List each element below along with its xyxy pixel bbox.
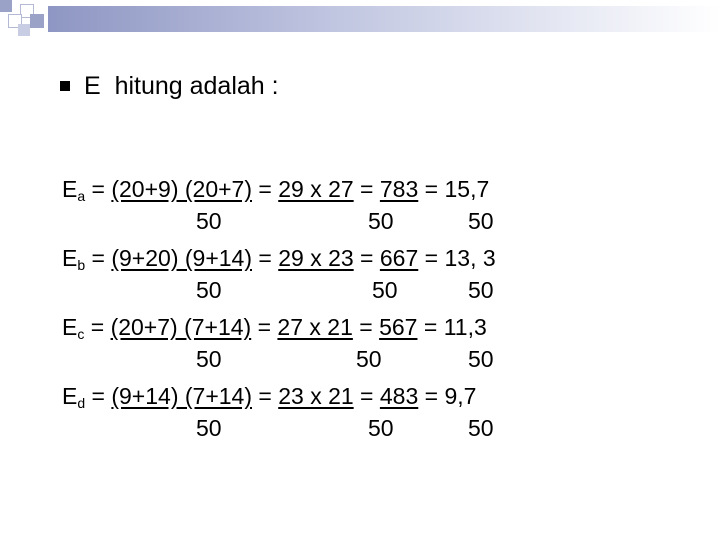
denominator: 50 <box>372 277 398 303</box>
equals-sign: = <box>417 314 444 340</box>
equation-line <box>62 244 496 279</box>
equation-line <box>62 382 476 417</box>
bullet-item <box>60 70 279 102</box>
equation-line <box>62 313 487 348</box>
denominator: 50 <box>368 208 394 234</box>
equals-sign: = <box>418 245 445 271</box>
numerator-1: (9+20) (9+14) <box>111 245 252 271</box>
equals-sign: = <box>353 245 380 271</box>
equals-sign: = <box>251 314 278 340</box>
equals-sign: = <box>85 383 112 409</box>
denominator: 50 <box>196 346 222 372</box>
denominator: 50 <box>356 346 382 372</box>
numerator-2: 23 x 21 <box>278 383 354 409</box>
result-value: 13, 3 <box>444 245 496 271</box>
denominator: 50 <box>196 208 222 234</box>
header-square <box>18 24 30 36</box>
header-square <box>0 0 12 12</box>
numerator-1: (20+9) (20+7) <box>111 176 252 202</box>
eq-symbol: E <box>62 176 78 202</box>
equals-sign: = <box>353 176 380 202</box>
eq-symbol: E <box>62 314 78 340</box>
denominator: 50 <box>468 208 494 234</box>
denominator: 50 <box>468 277 494 303</box>
numerator-1: (20+7) (7+14) <box>110 314 252 340</box>
eq-subscript: b <box>77 257 86 273</box>
eq-symbol: E <box>62 245 78 271</box>
equals-sign: = <box>85 245 112 271</box>
equals-sign: = <box>252 383 279 409</box>
equals-sign: = <box>252 176 279 202</box>
denominator: 50 <box>196 415 222 441</box>
equals-sign: = <box>418 383 445 409</box>
equals-sign: = <box>85 176 112 202</box>
numerator-3: 483 <box>379 383 419 409</box>
header-square <box>30 14 44 28</box>
bullet-square-icon <box>60 81 70 91</box>
equals-sign: = <box>252 245 279 271</box>
numerator-2: 29 x 23 <box>278 245 354 271</box>
header-gradient-bar <box>48 6 720 32</box>
result-value: 9,7 <box>444 383 477 409</box>
numerator-2: 27 x 21 <box>277 314 353 340</box>
bullet-text: E hitung adalah : <box>84 71 279 100</box>
numerator-2: 29 x 27 <box>278 176 354 202</box>
eq-subscript: a <box>77 188 86 204</box>
eq-subscript: d <box>77 395 86 411</box>
numerator-3: 783 <box>379 176 419 202</box>
denominator: 50 <box>468 415 494 441</box>
denominator: 50 <box>368 415 394 441</box>
equals-sign: = <box>418 176 445 202</box>
eq-symbol: E <box>62 383 78 409</box>
result-value: 11,3 <box>443 314 487 340</box>
equation-line <box>62 175 489 210</box>
denominator: 50 <box>468 346 494 372</box>
denominator: 50 <box>196 277 222 303</box>
numerator-1: (9+14) (7+14) <box>111 383 252 409</box>
equals-sign: = <box>352 314 380 340</box>
numerator-3: 667 <box>379 245 419 271</box>
eq-subscript: c <box>77 326 85 342</box>
equals-sign: = <box>84 314 111 340</box>
numerator-3: 567 <box>379 314 418 340</box>
equals-sign: = <box>353 383 380 409</box>
result-value: 15,7 <box>444 176 490 202</box>
